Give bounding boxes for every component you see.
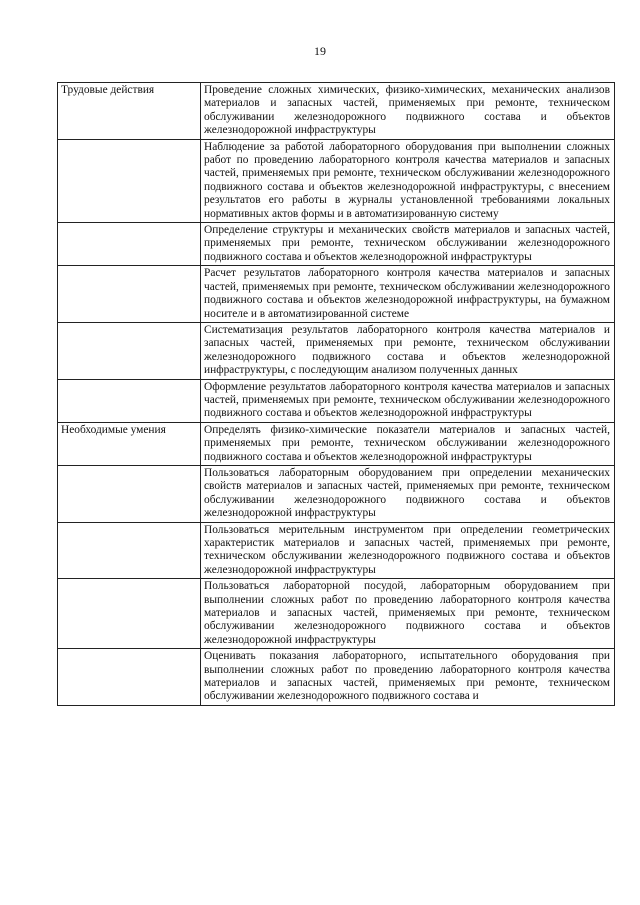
label-cell-empty bbox=[58, 465, 201, 522]
label-cell-empty bbox=[58, 223, 201, 266]
labor-action-item: Систематизация результатов лабораторного контроля качества материалов и запасных частей, применяемых при ремонте, техническом обслуживании железнодорожного подвижного состава и объектов железнодорожной инфраструктуры, с последующим анализом полученных данных bbox=[201, 322, 615, 379]
label-cell-empty bbox=[58, 579, 201, 649]
section-label-required-skills: Необходимые умения bbox=[58, 422, 201, 465]
skill-item: Пользоваться лабораторным оборудованием при определении механических свойств материалов и запасных частей, применяемых при ремонте, техническом обслуживании железнодорожного подвижного состава и объектов железнодорожной инфраструктуры bbox=[201, 465, 615, 522]
label-cell-empty bbox=[58, 266, 201, 323]
labor-action-item: Оформление результатов лабораторного контроля качества материалов и запасных частей, применяемых при ремонте, техническом обслуживании железнодорожного подвижного состава и объектов железнодорожной инфраструктуры bbox=[201, 379, 615, 422]
skill-item: Оценивать показания лабораторного, испытательного оборудования при выполнении сложных работ по проведению лабораторного контроля качества материалов и запасных частей, применяемых при ремонте, техническом обслуживании железнодорожного подвижного состава и bbox=[201, 649, 615, 706]
labor-action-item: Наблюдение за работой лабораторного оборудования при выполнении сложных работ по проведению лабораторного контроля качества материалов и запасных частей, применяемых при ремонте, техническом обслуживании железнодорожного подвижного состава и объектов железнодорожной инфраструктуры, с внесением результатов его работы в журналы установленной требованиями локальных нормативных актов формы и в автоматизированную систему bbox=[201, 139, 615, 222]
labor-action-item: Проведение сложных химических, физико-химических, механических анализов материалов и запасных частей, применяемых при ремонте, техническом обслуживании железнодорожного подвижного состава и объектов железнодорожной инфраструктуры bbox=[201, 83, 615, 140]
table-row bbox=[58, 322, 615, 379]
table-row bbox=[58, 83, 615, 140]
label-cell-empty bbox=[58, 139, 201, 222]
page-number: 19 bbox=[314, 44, 326, 58]
table-row bbox=[58, 465, 615, 522]
requirements-table bbox=[57, 82, 615, 706]
label-cell-empty bbox=[58, 522, 201, 579]
label-cell-empty bbox=[58, 379, 201, 422]
labor-action-item: Расчет результатов лабораторного контроля качества материалов и запасных частей, применяемых при ремонте, техническом обслуживании железнодорожного подвижного состава и объектов железнодорожной инфраструктуры, на бумажном носителе и в автоматизированной системе bbox=[201, 266, 615, 323]
label-cell-empty bbox=[58, 649, 201, 706]
skill-item: Определять физико-химические показатели материалов и запасных частей, применяемых при ремонте, техническом обслуживании железнодорожного подвижного состава и объектов железнодорожной инфраструктуры bbox=[201, 422, 615, 465]
table-row bbox=[58, 266, 615, 323]
table-row bbox=[58, 223, 615, 266]
skill-item: Пользоваться лабораторной посудой, лабораторным оборудованием при выполнении сложных работ по проведению лабораторного контроля качества материалов и запасных частей, применяемых при ремонте, техническом обслуживании железнодорожного подвижного состава и объектов железнодорожной инфраструктуры bbox=[201, 579, 615, 649]
table-row bbox=[58, 379, 615, 422]
section-label-labor-actions: Трудовые действия bbox=[58, 83, 201, 140]
table-row bbox=[58, 649, 615, 706]
table-row bbox=[58, 522, 615, 579]
table-row bbox=[58, 422, 615, 465]
table-row bbox=[58, 579, 615, 649]
label-cell-empty bbox=[58, 322, 201, 379]
labor-action-item: Определение структуры и механических свойств материалов и запасных частей, применяемых при ремонте, техническом обслуживании железнодорожного подвижного состава и объектов железнодорожной инфраструктуры bbox=[201, 223, 615, 266]
table-row bbox=[58, 139, 615, 222]
skill-item: Пользоваться мерительным инструментом при определении геометрических характеристик материалов и запасных частей, применяемых при ремонте, техническом обслуживании железнодорожного подвижного состава и объектов железнодорожной инфраструктуры bbox=[201, 522, 615, 579]
